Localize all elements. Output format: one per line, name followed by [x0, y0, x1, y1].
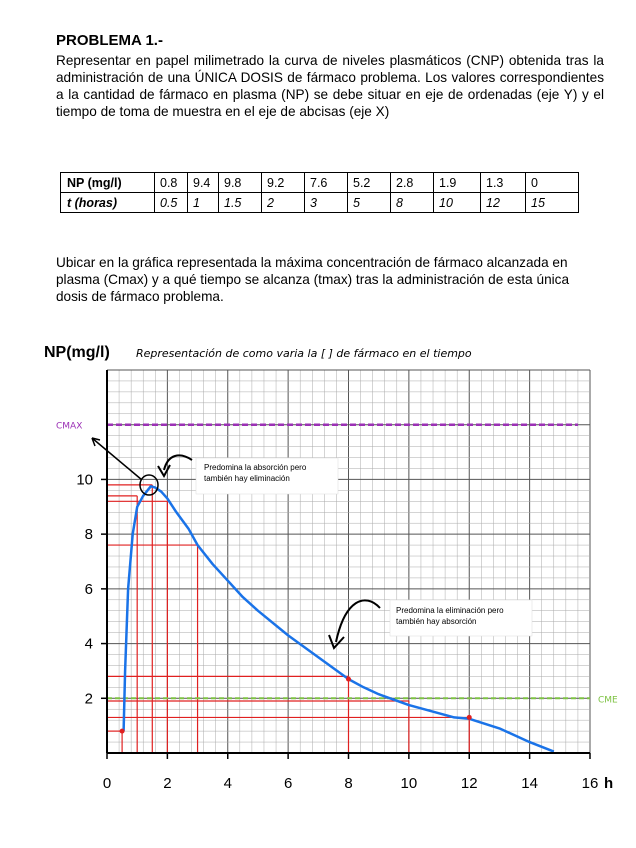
- x-tick-label: 14: [521, 775, 538, 792]
- table-row-t: [61, 193, 579, 213]
- cmax-label: CMAX: [56, 421, 83, 432]
- data-point: [120, 729, 125, 734]
- curved-arrow-icon: [336, 600, 380, 642]
- y-axis-label: NP(mg/l): [44, 344, 110, 361]
- t-cell: 15: [526, 193, 579, 213]
- y-tick-label: 4: [84, 635, 93, 653]
- y-tick-label: 10: [76, 471, 93, 489]
- absorption-note-line1: Predomina la absorción pero: [204, 463, 307, 472]
- problem-statement: Representar en papel milimetrado la curva de niveles plasmáticos (CNP) obtenida tras la administración de una ÚNICA DOSIS de fármaco problema. Los valores correspondientes a la cantidad de fármaco en plasma (NP) se debe situar en eje de ordenadas (eje Y) y el tiempo de toma de muestra en el eje de abcisas (eje X): [56, 53, 604, 119]
- problem-title: PROBLEMA 1.-: [56, 32, 163, 49]
- np-cell: 7.6: [305, 173, 348, 193]
- question-statement: Ubicar en la gráfica representada la máxima concentración de fármaco alcanzada en plasma (Cmax) y a qué tiempo se alcanza (tmax) tras la administración de esta única dosis de fármaco problema.: [56, 255, 570, 304]
- t-cell: 10: [434, 193, 481, 213]
- np-cell: 2.8: [391, 173, 434, 193]
- x-tick-label: 16: [581, 775, 599, 792]
- np-cell: 1.3: [481, 173, 526, 193]
- t-cell: 0.5: [155, 193, 188, 213]
- y-tick-label: 2: [84, 690, 93, 708]
- x-tick-label: 2: [163, 775, 172, 792]
- y-tick-label: 6: [84, 580, 93, 598]
- t-header: t (horas): [61, 193, 155, 213]
- x-tick-label: 6: [283, 775, 293, 792]
- t-cell: 3: [305, 193, 348, 213]
- cme-label: CME: [598, 695, 618, 706]
- data-point: [467, 715, 472, 720]
- marked-points: [120, 677, 472, 734]
- np-cell: 9.4: [188, 173, 219, 193]
- t-cell: 1: [188, 193, 219, 213]
- y-tick-labels: [76, 471, 107, 707]
- absorption-note-line2: también hay eliminación: [204, 474, 290, 483]
- data-point: [346, 677, 351, 682]
- absorption-annotation: [196, 458, 338, 494]
- elimination-note-line1: Predomina la eliminación pero: [396, 606, 504, 615]
- t-cell: 8: [391, 193, 434, 213]
- x-tick-label: 12: [460, 775, 478, 792]
- x-tick-label: 0: [102, 775, 112, 792]
- np-header: NP (mg/l): [61, 173, 155, 193]
- np-cell: 9.2: [262, 173, 305, 193]
- elimination-annotation: [390, 600, 532, 636]
- x-tick-label: 4: [223, 775, 232, 792]
- table-row-np: [61, 173, 579, 193]
- x-axis-label: h: [604, 775, 614, 792]
- np-cell: 0.8: [155, 173, 188, 193]
- t-cell: 2: [262, 193, 305, 213]
- np-cell: 1.9: [434, 173, 481, 193]
- t-cell: 12: [481, 193, 526, 213]
- t-cell: 5: [348, 193, 391, 213]
- np-cell: 5.2: [348, 173, 391, 193]
- t-cell: 1.5: [219, 193, 262, 213]
- data-table: [60, 172, 579, 213]
- x-tick-label: 8: [344, 775, 353, 792]
- elimination-note-line2: también hay absorción: [396, 617, 477, 626]
- x-tick-label: 10: [400, 775, 418, 792]
- pk-chart: [0, 330, 636, 800]
- chart-title: Representación de como varia la [ ] de fármaco en el tiempo: [136, 347, 472, 360]
- np-cell: 9.8: [219, 173, 262, 193]
- np-cell: 0: [526, 173, 579, 193]
- y-tick-label: 8: [84, 526, 93, 544]
- x-tick-labels: [103, 753, 599, 792]
- cmax-arrow-line-icon: [92, 438, 142, 480]
